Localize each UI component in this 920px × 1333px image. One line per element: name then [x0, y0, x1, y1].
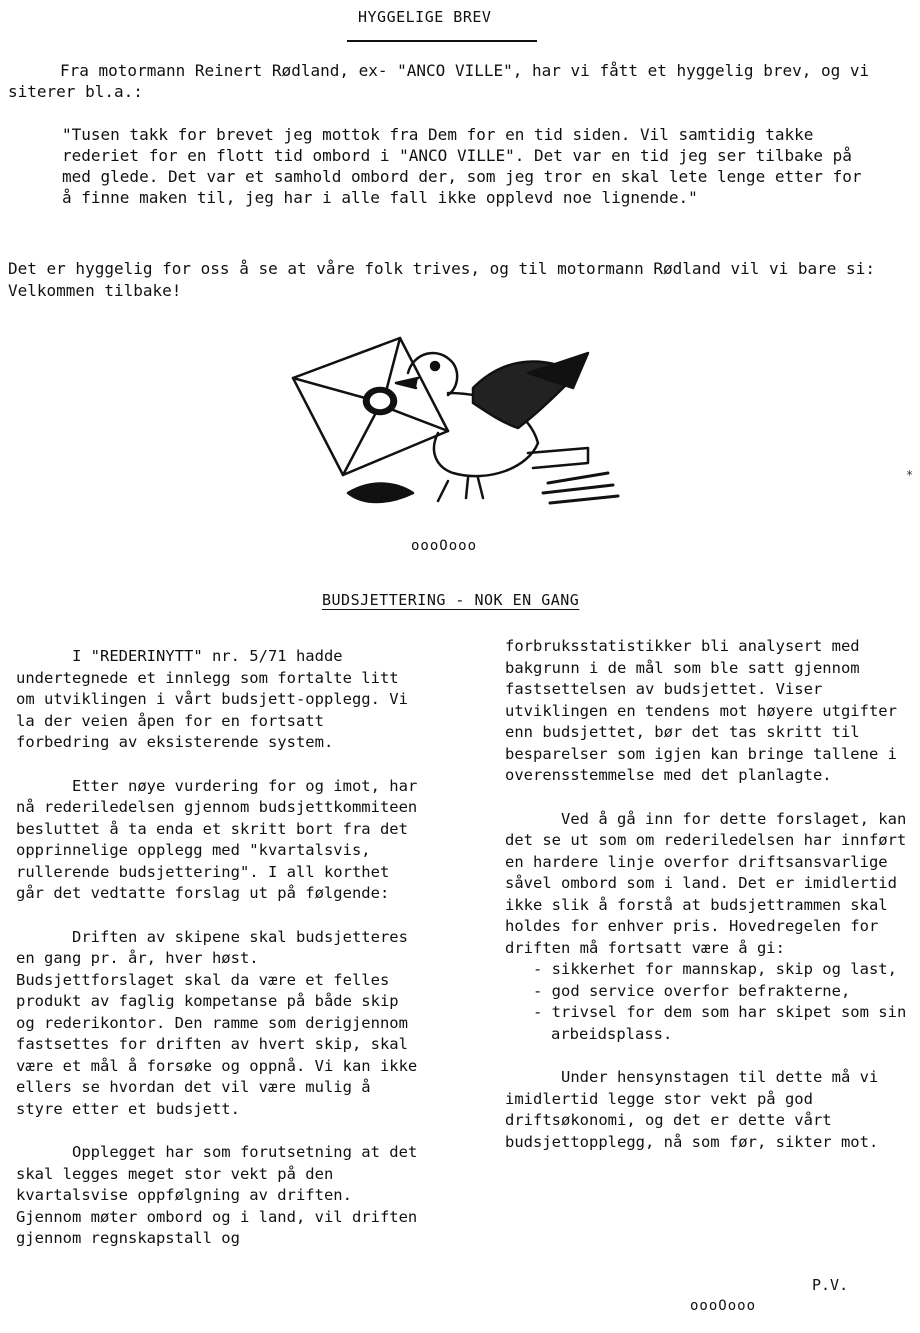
signature: P.V. [812, 1276, 849, 1294]
margin-mark: * [906, 468, 914, 482]
list-item: - sikkerhet for mannskap, skip og last, [533, 959, 908, 981]
separator: oooOooo [411, 538, 478, 554]
separator: oooOooo [690, 1298, 757, 1314]
closing-paragraph: Det er hyggelig for oss å se at våre folk trives, og til motormann Rødland vil vi bare si: Velkommen tilbake! [8, 259, 875, 300]
list-item: - trivsel for dem som har skipet som sin arbeidsplass. [533, 1002, 908, 1045]
heading-hyggelige-brev: HYGGELIGE BREV [358, 8, 492, 26]
right-column [505, 636, 908, 1175]
bullet-list [533, 959, 908, 1045]
paragraph: Driften av skipene skal budsjetteres en gang pr. år, hver høst. Budsjettforslaget skal da være et felles produkt av faglig kompetanse på både skip og rederikontor. Den ramme som derigjennom fastsettes for driften av hvert skip, skal være et mål å forsøke og oppnå. Vi kan ikke ellers se hvordan det vil være mulig å styre etter et budsjett. [16, 927, 418, 1118]
bird-carrying-letter-illustration [288, 333, 633, 508]
heading-budsjettering: BUDSJETTERING - NOK EN GANG [322, 591, 580, 609]
paragraph: I "REDERINYTT" nr. 5/71 hadde undertegnede et innlegg som fortalte litt om utviklingen i vårt budsjett-opplegg. Vi la der veien åpen for en fortsatt forbedring av eksisterende system. [16, 647, 408, 751]
paragraph: Ved å gå inn for dette forslaget, kan det se ut som om rederiledelsen har innført en hardere linje overfor driftsansvarlige såvel ombord som i land. Det er imidlertid ikke slik å forstå at budsjettrammen skal holdes for enhver pris. Hovedregelen for driften må fortsatt være å gi: [505, 809, 907, 957]
list-item: - god service overfor befrakterne, [533, 981, 908, 1003]
left-column [16, 646, 420, 1272]
paragraph: Etter nøye vurdering for og imot, har nå rederiledelsen gjennom budsjettkommiteen besluttet å ta enda et skritt bort fra det opprinnelige opplegg med "kvartalsvis, rullerende budsjettering". I all korthet går det vedtatte forslag ut på følgende: [16, 776, 418, 902]
heading-rule [347, 40, 537, 42]
intro-paragraph [8, 60, 908, 102]
quoted-letter: "Tusen takk for brevet jeg mottok fra Dem for en tid siden. Vil samtidig takke rederiet for en flott tid ombord i "ANCO VILLE". Det var en tid jeg ser tilbake på med glede. Det var et samhold ombord der, som jeg tror en skal lete lenge etter for å finne maken til, jeg har i alle fall ikke opplevd noe lignende." [62, 125, 862, 207]
paragraph: forbruksstatistikker bli analysert med bakgrunn i de mål som ble satt gjennom fastsettelsen av budsjettet. Viser utviklingen en tendens mot høyere utgifter enn budsjettet, bør det tas skritt til besparelser som igjen kan bringe tallene i overensstemmelse med det planlagte. [505, 637, 897, 784]
paragraph: Opplegget har som forutsetning at det skal legges meget stor vekt på den kvartalsvise oppfølgning av driften. Gjennom møter ombord og i land, vil driften gjennom regnskapstall og [16, 1143, 418, 1247]
paragraph: Under hensynstagen til dette må vi imidlertid legge stor vekt på god driftsøkonomi, og det er dette vårt budsjettopplegg, nå som før, sikter mot. [505, 1068, 879, 1151]
intro-text: Fra motormann Reinert Rødland, ex- "ANCO VILLE", har vi fått et hyggelig brev, og vi siterer bl.a.: [8, 61, 870, 101]
